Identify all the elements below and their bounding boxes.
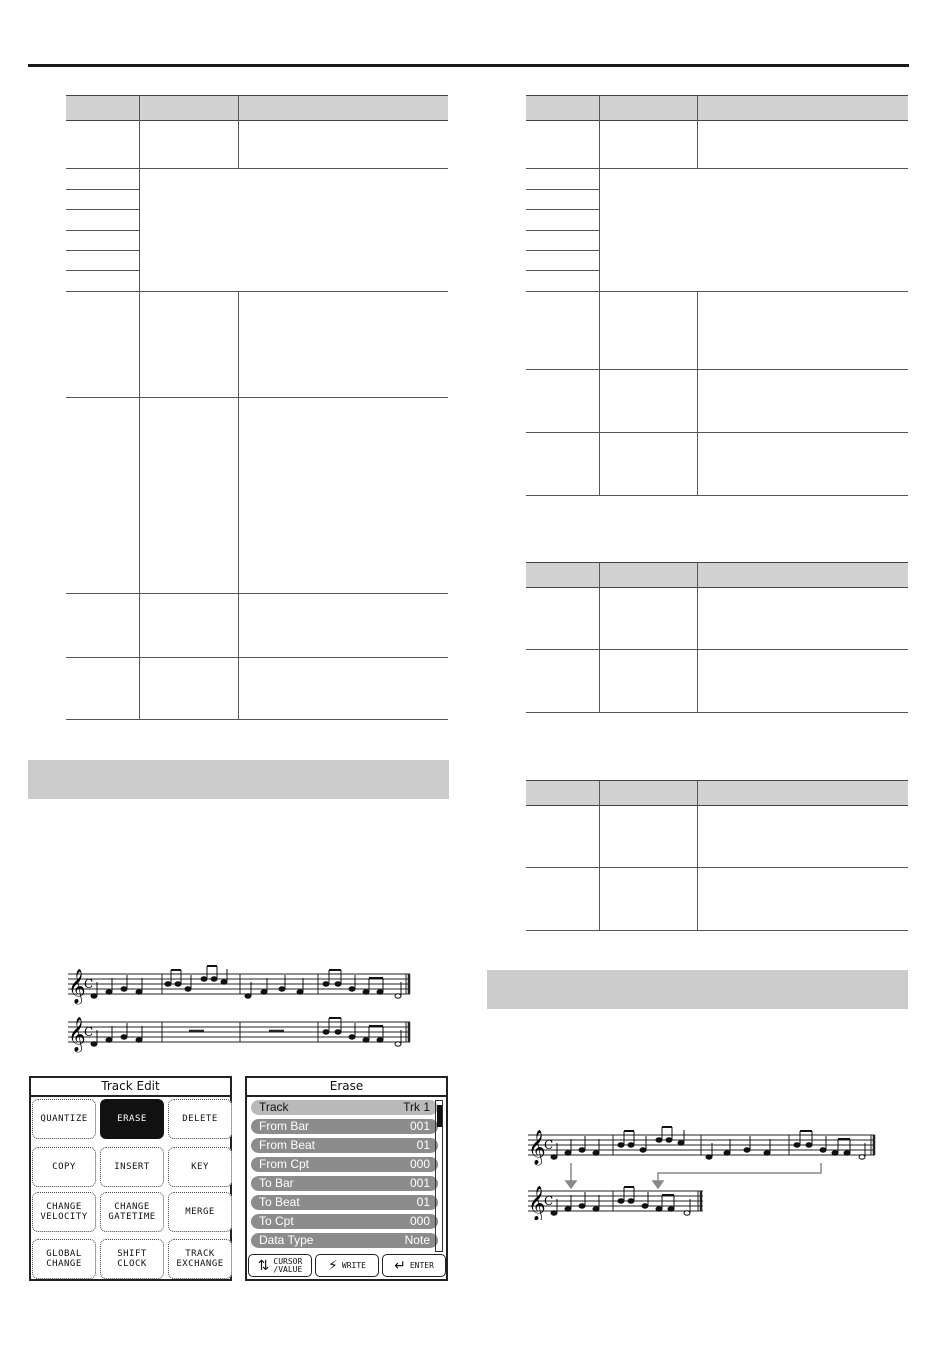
table-row (526, 649, 908, 650)
param-data-type[interactable] (251, 1233, 438, 1248)
page-top-rule (28, 64, 909, 67)
staff-after (68, 1022, 410, 1042)
param-label: To Bar (259, 1176, 294, 1190)
staff-before (68, 974, 410, 994)
delete-button[interactable]: DELETE (168, 1099, 232, 1139)
move-arrows (566, 1163, 821, 1188)
svg-text:C: C (84, 977, 94, 991)
quantize-button[interactable]: QUANTIZE (32, 1099, 96, 1139)
table-row (66, 657, 448, 658)
table-row (526, 209, 599, 210)
table-row (526, 712, 908, 713)
merge-button[interactable]: MERGE (168, 1192, 232, 1232)
track-edit-title: Track Edit (31, 1078, 230, 1097)
table-row (526, 291, 908, 292)
param-from-bar[interactable] (251, 1119, 438, 1134)
write-button[interactable] (315, 1254, 379, 1277)
key-button[interactable]: KEY (168, 1147, 232, 1187)
erase-title: Erase (247, 1078, 446, 1097)
table-row (66, 291, 448, 292)
table-row (526, 930, 908, 931)
table-header-row (526, 562, 908, 588)
table-row (66, 719, 448, 720)
table-row (66, 168, 448, 169)
param-to-beat[interactable] (251, 1195, 438, 1210)
fkey-label: ENTER (409, 1260, 434, 1270)
svg-text:C: C (544, 1194, 554, 1208)
table-divider (139, 169, 140, 720)
table-row (526, 168, 908, 169)
svg-text:C: C (84, 1025, 94, 1039)
table-row (66, 209, 139, 210)
fkey-label: CURSOR /VALUE (273, 1256, 303, 1274)
table-divider (697, 291, 698, 496)
table-row (526, 867, 908, 868)
erase-screen (245, 1076, 448, 1281)
track-edit-screen (29, 1076, 232, 1281)
notes-before (91, 966, 401, 998)
enter-button[interactable] (382, 1254, 446, 1277)
table-divider (139, 95, 140, 169)
table-header-row (526, 95, 908, 121)
param-label: From Cpt (259, 1157, 310, 1171)
track-exchange-button[interactable]: TRACK EXCHANGE (168, 1239, 232, 1279)
param-track[interactable] (251, 1100, 438, 1115)
section-header-bar-delete (487, 970, 908, 1009)
svg-text:𝄞: 𝄞 (68, 1017, 86, 1052)
up-down-arrows-icon: ⇅ (257, 1257, 270, 1274)
param-to-cpt[interactable] (251, 1214, 438, 1229)
param-from-cpt[interactable] (251, 1157, 438, 1172)
table-divider (697, 562, 698, 713)
svg-text:𝄞: 𝄞 (528, 1186, 546, 1220)
param-value: Note (404, 1233, 430, 1247)
copy-button[interactable]: COPY (32, 1147, 96, 1187)
table-row (66, 230, 139, 231)
table-row (526, 250, 599, 251)
table-divider (599, 562, 600, 713)
section-header-bar-erase (28, 760, 449, 799)
scroll-thumb[interactable] (437, 1105, 442, 1127)
table-row (526, 270, 599, 271)
table-header-row (66, 95, 448, 121)
param-to-bar[interactable] (251, 1176, 438, 1191)
table-divider (697, 780, 698, 931)
table-row (66, 593, 448, 594)
svg-text:𝄞: 𝄞 (528, 1130, 546, 1165)
table-row (66, 250, 139, 251)
scrollbar[interactable] (435, 1100, 443, 1252)
table-divider (238, 95, 239, 169)
param-label: From Bar (259, 1119, 310, 1133)
table-row (526, 369, 908, 370)
staff-after (528, 1191, 703, 1211)
param-value: 01 (416, 1138, 430, 1152)
param-label: Data Type (259, 1233, 314, 1247)
table-divider (238, 291, 239, 720)
param-label: To Cpt (259, 1214, 294, 1228)
erase-button[interactable]: ERASE (100, 1099, 164, 1139)
table-row (526, 432, 908, 433)
table-row (526, 230, 599, 231)
param-from-beat[interactable] (251, 1138, 438, 1153)
param-label: Track (259, 1100, 289, 1114)
param-value: 01 (416, 1195, 430, 1209)
table-header-row (526, 780, 908, 806)
fkey-label: WRITE (341, 1260, 366, 1270)
table-row (526, 495, 908, 496)
svg-text:C: C (544, 1138, 554, 1152)
treble-clef-icon: 𝄞 (68, 969, 86, 1004)
notes-before (551, 1127, 865, 1159)
table-row (66, 397, 448, 398)
change-velocity-button[interactable]: CHANGE VELOCITY (32, 1192, 96, 1232)
param-value: Trk 1 (403, 1100, 430, 1114)
delete-score-illustration (525, 1125, 880, 1220)
table-divider (599, 95, 600, 496)
shift-clock-button[interactable]: SHIFT CLOCK (100, 1239, 164, 1279)
table-row (66, 189, 139, 190)
table-row (526, 189, 599, 190)
param-value: 001 (409, 1119, 430, 1133)
change-gatetime-button[interactable]: CHANGE GATETIME (100, 1192, 164, 1232)
erase-score-illustration (64, 964, 414, 1059)
param-value: 001 (409, 1176, 430, 1190)
global-change-button[interactable]: GLOBAL CHANGE (32, 1239, 96, 1279)
table-row (66, 270, 139, 271)
table-divider (697, 95, 698, 169)
param-value: 000 (409, 1157, 430, 1171)
cursor-value-button[interactable] (248, 1254, 312, 1277)
param-value: 000 (409, 1214, 430, 1228)
table-divider (599, 780, 600, 931)
lightning-icon: ⚡ (328, 1257, 338, 1274)
enter-arrow-icon: ↵ (394, 1257, 406, 1274)
param-label: From Beat (259, 1138, 316, 1152)
insert-button[interactable]: INSERT (100, 1147, 164, 1187)
param-label: To Beat (259, 1195, 300, 1209)
